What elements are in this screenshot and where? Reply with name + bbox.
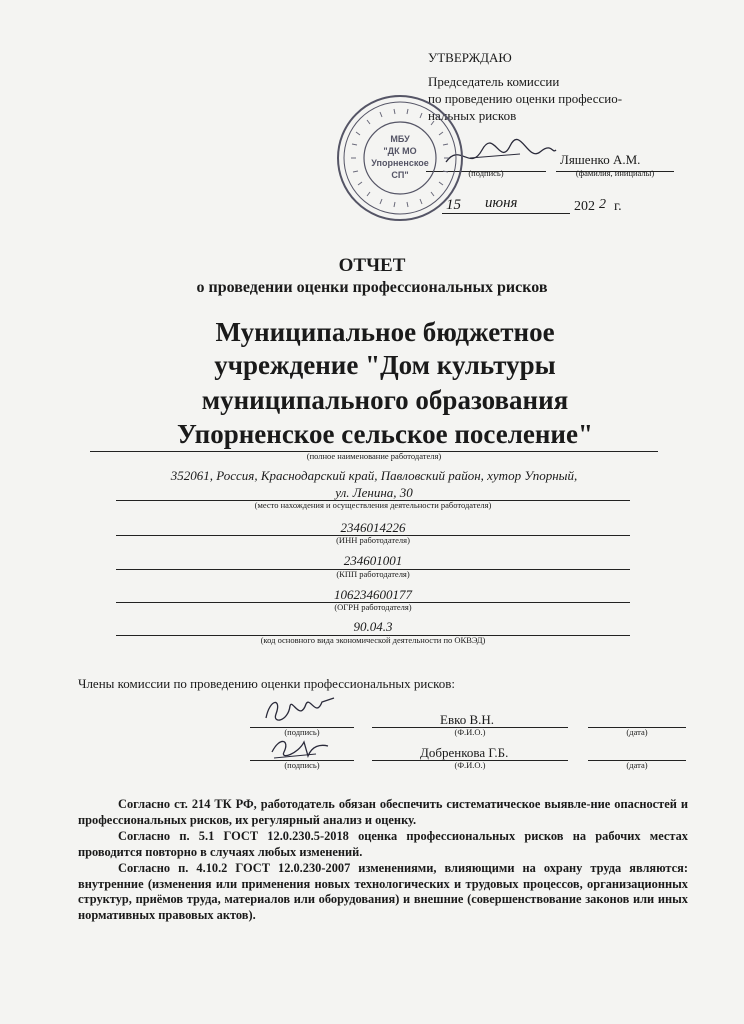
- body-paragraph-1: [78, 797, 688, 828]
- employer-ogrn-caption: (ОГРН работодателя): [334, 602, 412, 612]
- body-paragraph-3-text: Согласно п. 4.10.2 ГОСТ 12.0.230-2007 изменениями, влияющими на охрану труда являются: внутренние (изменения или применения новых технологических и трудовых процессов, организационных структур, приёмов труда, материалов или оборудования) и внешние (совершенствование законов или иных нормативных правовых актов).: [78, 861, 688, 922]
- member1-caption-signature: (подпись): [284, 727, 320, 737]
- organization-seal: [330, 88, 470, 228]
- approval-heading: УТВЕРЖДАЮ: [428, 50, 512, 65]
- approval-caption-name: (фамилия, инициалы): [575, 168, 655, 178]
- employer-kpp-caption: (КПП работодателя): [336, 569, 410, 579]
- body-paragraph-1-text: Согласно ст. 214 ТК РФ, работодатель обязан обеспечить систематическое выявле-ние опасностей и профессиональных рисков, их регулярный анализ и оценку.: [78, 797, 688, 827]
- approval-signer-name: Ляшенко А.М.: [560, 152, 641, 167]
- employer-okved-caption: (код основного вида экономической деятельности по ОКВЭД): [260, 635, 486, 645]
- approval-year-suffix: 2: [599, 197, 606, 212]
- approval-date-month: июня: [485, 195, 518, 211]
- member1-caption-date: (дата): [626, 727, 648, 737]
- member2-caption-fio: (Ф.И.О.): [454, 760, 486, 770]
- member2-name: Добренкова Г.Б.: [420, 745, 509, 760]
- report-title: ОТЧЕТ: [338, 255, 406, 276]
- approval-year-unit: г.: [614, 199, 622, 214]
- approval-position-line3: нальных рисков: [428, 108, 517, 123]
- employer-inn: 2346014226: [340, 520, 406, 535]
- employer-name-line1: Муниципальное бюджетное: [215, 317, 555, 347]
- member1-caption-fio: (Ф.И.О.): [454, 727, 486, 737]
- approval-caption-signature: (подпись): [468, 168, 504, 178]
- employer-name-caption: (полное наименование работодателя): [306, 451, 442, 461]
- employer-ogrn: 106234600177: [334, 587, 412, 602]
- approval-year-prefix: 202: [574, 199, 595, 214]
- seal-line4: СП": [391, 170, 409, 180]
- employer-name-line4: Упорненское сельское поселение": [177, 419, 593, 449]
- employer-inn-caption: (ИНН работодателя): [336, 535, 410, 545]
- employer-address-line2: ул. Ленина, 30: [335, 485, 413, 500]
- approval-date-day: 15: [446, 197, 461, 213]
- body-paragraph-2: [78, 829, 688, 860]
- commission-heading: Члены комиссии по проведению оценки профессиональных рисков:: [78, 676, 456, 691]
- member1-name: Евко В.Н.: [440, 712, 495, 727]
- employer-okved: 90.04.3: [353, 619, 393, 634]
- member2-caption-date: (дата): [626, 760, 648, 770]
- member1-signature: [260, 692, 340, 730]
- seal-line2: "ДК МО: [383, 146, 417, 156]
- seal-line1: МБУ: [390, 134, 410, 144]
- report-subtitle: о проведении оценки профессиональных рисков: [196, 279, 548, 296]
- body-paragraph-3: [78, 861, 688, 923]
- employer-address-line1: 352061, Россия, Краснодарский край, Павловский район, хутор Упорный,: [170, 468, 578, 483]
- approval-position-line2: по проведению оценки профессио-: [428, 91, 623, 106]
- approval-position-line1: Председатель комиссии: [428, 74, 560, 89]
- seal-line3: Упорненское: [371, 158, 429, 168]
- employer-address-caption: (место нахождения и осуществления деятельности работодателя): [254, 500, 492, 510]
- employer-name-line3: муниципального образования: [201, 385, 569, 415]
- employer-name-line2: учреждение "Дом культуры: [214, 350, 556, 380]
- employer-kpp: 234601001: [343, 553, 403, 568]
- member2-caption-signature: (подпись): [284, 760, 320, 770]
- body-paragraph-2-text: Согласно п. 5.1 ГОСТ 12.0.230.5-2018 оценка профессиональных рисков на рабочих местах проводится повторно в случаях любых изменений.: [78, 829, 688, 859]
